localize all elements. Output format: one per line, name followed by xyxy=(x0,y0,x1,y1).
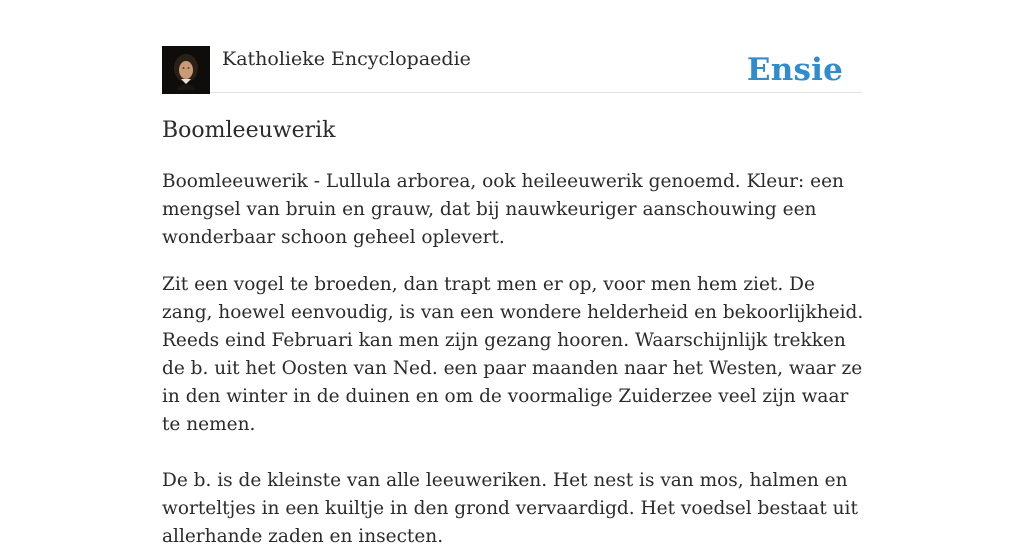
article-paragraph: Zit een vogel te broeden, dan trapt men er op, voor men hem ziet. De zang, hoewel eenvoudig, is van een wondere helderheid en bekoorlijkheid. Reeds eind Februari kan men zijn gezang hooren. Waarschijnlijk trekken de b. uit het Oosten van Ned. een paar maanden naar het Westen, waar ze in den winter in de duinen en om de voormalige Zuiderzee veel zijn waar te nemen. xyxy=(162,274,864,435)
article-body xyxy=(162,168,864,551)
portrait-avatar[interactable] xyxy=(162,46,210,94)
portrait-icon xyxy=(162,46,210,94)
article-paragraph: Boomleeuwerik - Lullula arborea, ook heileeuwerik genoemd. Kleur: een mengsel van bruin en grauw, dat bij nauwkeuriger aanschouwing een wonderbaar schoon geheel oplevert. xyxy=(162,171,844,248)
brand-logo[interactable]: Ensie xyxy=(746,52,843,88)
site-name[interactable]: Katholieke Encyclopaedie xyxy=(222,48,471,70)
site-header xyxy=(162,46,862,93)
article-paragraph: De b. is de kleinste van alle leeuweriken. Het nest is van mos, halmen en worteltjes in een kuiltje in den grond vervaardigd. Het voedsel bestaat uit allerhande zaden en insecten. xyxy=(162,470,858,547)
article-title: Boomleeuwerik xyxy=(162,118,336,143)
